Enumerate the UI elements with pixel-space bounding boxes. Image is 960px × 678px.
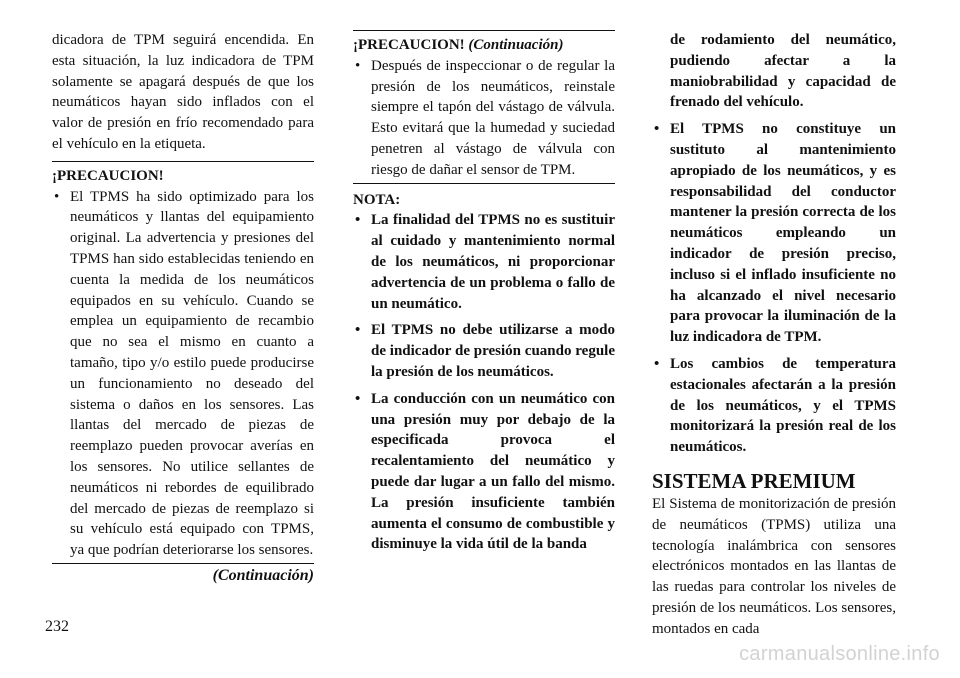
bullet-icon: • <box>355 322 361 339</box>
bullet-icon: • <box>54 188 60 205</box>
caution-box-continued <box>353 30 615 184</box>
column-left <box>52 30 314 587</box>
caution-box <box>52 161 314 564</box>
caution-title: ¡PRECAUCION! <box>52 167 164 184</box>
section-paragraph: El Sistema de monitorización de presión de neumáticos (TPMS) utiliza una tecnología inalámbrica con sensores electrónicos montados en las llantas de las ruedas para controlar los niveles de presión de los neumáticos. Los sensores, montados en cada <box>652 495 896 637</box>
watermark: carmanualsonline.info <box>739 643 940 665</box>
list-item: • La conducción con un neumático con una presión muy por debajo de la especificada provoca el recalentamiento del neumático y puede dar lugar a un fallo del mismo. La presión insuficiente también aumenta el consumo de combustible y disminuye la vida útil de la banda <box>355 390 615 553</box>
bullet-icon: • <box>654 355 660 372</box>
column-middle <box>353 30 615 555</box>
caution-item: • Después de inspeccionar o de regular la presión de los neumáticos, reinstale siempre el tapón del vástago de válvula. Esto evitará que la humedad y suciedad penetren al vástago de válvula con riesgo de dañar el sensor de TPM. <box>355 57 615 178</box>
list-item: • El TPMS no debe utilizarse a modo de indicador de presión cuando regule la presión de los neumáticos. <box>355 322 615 380</box>
note-continuation: de rodamiento del neumático, pudiendo afectar a la maniobrabilidad y capacidad de frenado del vehículo. <box>670 32 896 111</box>
notes-list <box>652 119 896 458</box>
list-item: • La finalidad del TPMS no es sustituir al cuidado y mantenimiento normal de los neumáticos, ni proporcionar advertencia de un problema o fallo de un neumático. <box>355 212 615 312</box>
column-right <box>652 30 896 640</box>
bullet-icon: • <box>355 57 361 74</box>
list-item: • El TPMS no constituye un sustituto al mantenimiento apropiado de los neumáticos, y es responsabilidad del conductor mantener la presión correcta de los neumáticos empleando un indicador de presión preciso, incluso si el inflado insuficiente no ha alcanzado el nivel necesario para provocar la iluminación de la luz indicadora de TPM. <box>654 121 896 346</box>
notes-list <box>353 210 615 555</box>
caution-item: • El TPMS ha sido optimizado para los neumáticos y llantas del equipamiento original. La advertencia y presiones del TPMS han sido establecidas teniendo en cuenta la medida de los neumáticos equipados en su vehículo. Cuando se emplea un equipamiento de recambio que no sea el mismo en cuanto a tamaño, tipo y/o estilo puede producirse un funcionamiento no deseado del sistema o daños en los sensores. Las llantas del mercado de piezas de reemplazo pueden provocar averías en los sensores. No utilice sellantes de neumáticos ni rebordes de equilibrado del mercado de piezas de reemplazo si su vehículo está equipado con TPMS, ya que podrían deteriorarse los sensores. <box>54 188 314 559</box>
list-item: • Los cambios de temperatura estacionales afectarán a la presión de los neumáticos, y el TPMS monitorizará la presión real de los neumáticos. <box>654 355 896 456</box>
bullet-icon: • <box>654 121 660 138</box>
caution-continuation: (Continuación) <box>468 37 564 53</box>
page-number: 232 <box>45 618 69 635</box>
section-title: SISTEMA PREMIUM <box>652 468 856 493</box>
caution-title: ¡PRECAUCION! <box>353 37 465 53</box>
bullet-icon: • <box>355 212 361 229</box>
bullet-icon: • <box>355 390 361 407</box>
intro-paragraph: dicadora de TPM seguirá encendida. En esta situación, la luz indicadora de TPM solamente se apagará después de que los neumáticos hayan sido inflados con el valor de presión en frío recomendado para el vehículo en la etiqueta. <box>52 32 314 152</box>
note-heading: NOTA: <box>353 191 401 208</box>
continuation-label: (Continuación) <box>212 566 314 584</box>
